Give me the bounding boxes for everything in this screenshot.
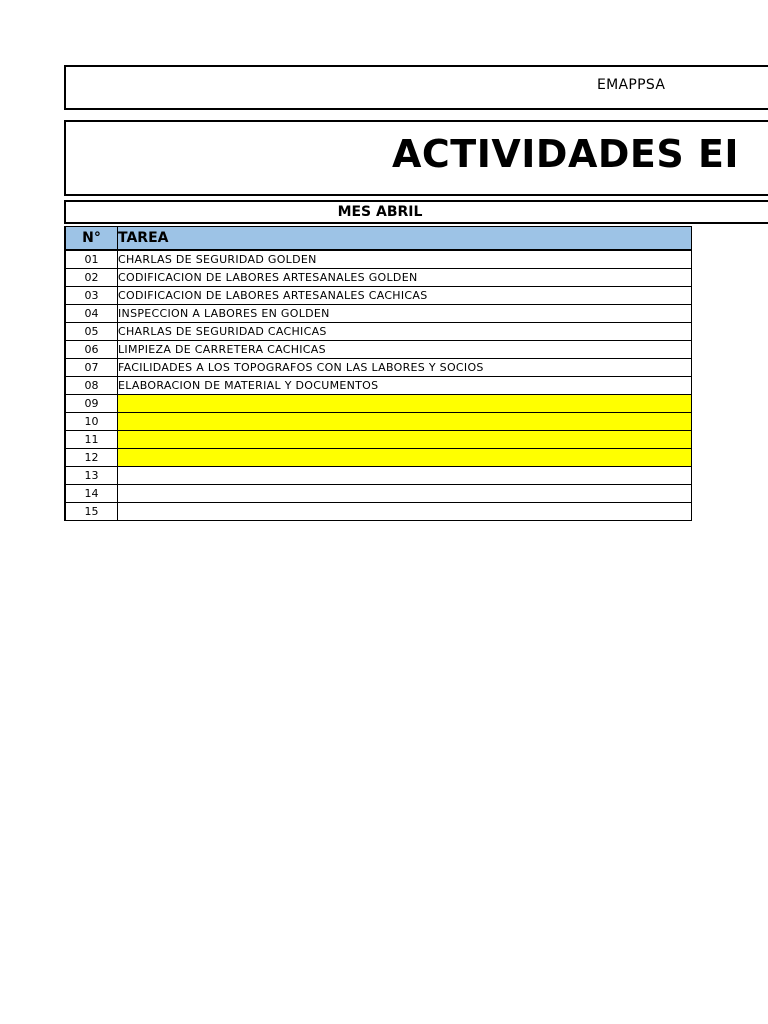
title-banner <box>64 120 768 196</box>
tasks-table-body <box>65 250 692 521</box>
table-row <box>65 413 692 431</box>
row-number-cell[interactable]: 09 <box>65 395 118 413</box>
table-row <box>65 377 692 395</box>
row-number-cell[interactable]: 01 <box>65 250 118 269</box>
row-number-cell[interactable]: 07 <box>65 359 118 377</box>
row-number-cell[interactable]: 10 <box>65 413 118 431</box>
row-number-cell[interactable]: 02 <box>65 269 118 287</box>
task-cell[interactable] <box>118 503 692 521</box>
table-row <box>65 359 692 377</box>
company-name: EMAPPSA <box>597 77 666 93</box>
task-cell[interactable]: CHARLAS DE SEGURIDAD CACHICAS <box>118 323 692 341</box>
row-number-cell[interactable]: 05 <box>65 323 118 341</box>
table-row <box>65 287 692 305</box>
task-cell[interactable]: FACILIDADES A LOS TOPOGRAFOS CON LAS LABORES Y SOCIOS <box>118 359 692 377</box>
month-banner <box>64 200 768 224</box>
task-cell[interactable]: INSPECCION A LABORES EN GOLDEN <box>118 305 692 323</box>
table-row <box>65 341 692 359</box>
company-header <box>64 65 768 110</box>
month-label: MES ABRIL <box>337 204 423 220</box>
table-row <box>65 449 692 467</box>
row-number-cell[interactable]: 08 <box>65 377 118 395</box>
task-cell[interactable] <box>118 395 692 413</box>
task-cell[interactable]: CODIFICACION DE LABORES ARTESANALES CACHICAS <box>118 287 692 305</box>
spreadsheet-page <box>64 65 768 521</box>
row-number-cell[interactable]: 14 <box>65 485 118 503</box>
page-title: ACTIVIDADES EI <box>392 132 740 176</box>
task-cell[interactable] <box>118 449 692 467</box>
task-cell[interactable] <box>118 485 692 503</box>
table-row <box>65 269 692 287</box>
task-cell[interactable] <box>118 413 692 431</box>
row-number-cell[interactable]: 13 <box>65 467 118 485</box>
table-row <box>65 503 692 521</box>
row-number-cell[interactable]: 03 <box>65 287 118 305</box>
table-row <box>65 467 692 485</box>
row-number-cell[interactable]: 06 <box>65 341 118 359</box>
task-cell[interactable]: CHARLAS DE SEGURIDAD GOLDEN <box>118 250 692 269</box>
table-row <box>65 323 692 341</box>
table-row <box>65 250 692 269</box>
task-cell[interactable] <box>118 467 692 485</box>
row-number-cell[interactable]: 11 <box>65 431 118 449</box>
table-row <box>65 395 692 413</box>
table-row <box>65 431 692 449</box>
row-number-cell[interactable]: 04 <box>65 305 118 323</box>
task-cell[interactable]: ELABORACION DE MATERIAL Y DOCUMENTOS <box>118 377 692 395</box>
row-number-cell[interactable]: 12 <box>65 449 118 467</box>
task-cell[interactable]: LIMPIEZA DE CARRETERA CACHICAS <box>118 341 692 359</box>
tasks-table <box>64 226 692 521</box>
task-cell[interactable] <box>118 431 692 449</box>
row-number-cell[interactable]: 15 <box>65 503 118 521</box>
column-header-number: N° <box>65 227 118 251</box>
task-cell[interactable]: CODIFICACION DE LABORES ARTESANALES GOLDEN <box>118 269 692 287</box>
column-header-task: TAREA <box>118 227 692 251</box>
table-row <box>65 305 692 323</box>
table-header-row <box>65 227 692 251</box>
table-row <box>65 485 692 503</box>
